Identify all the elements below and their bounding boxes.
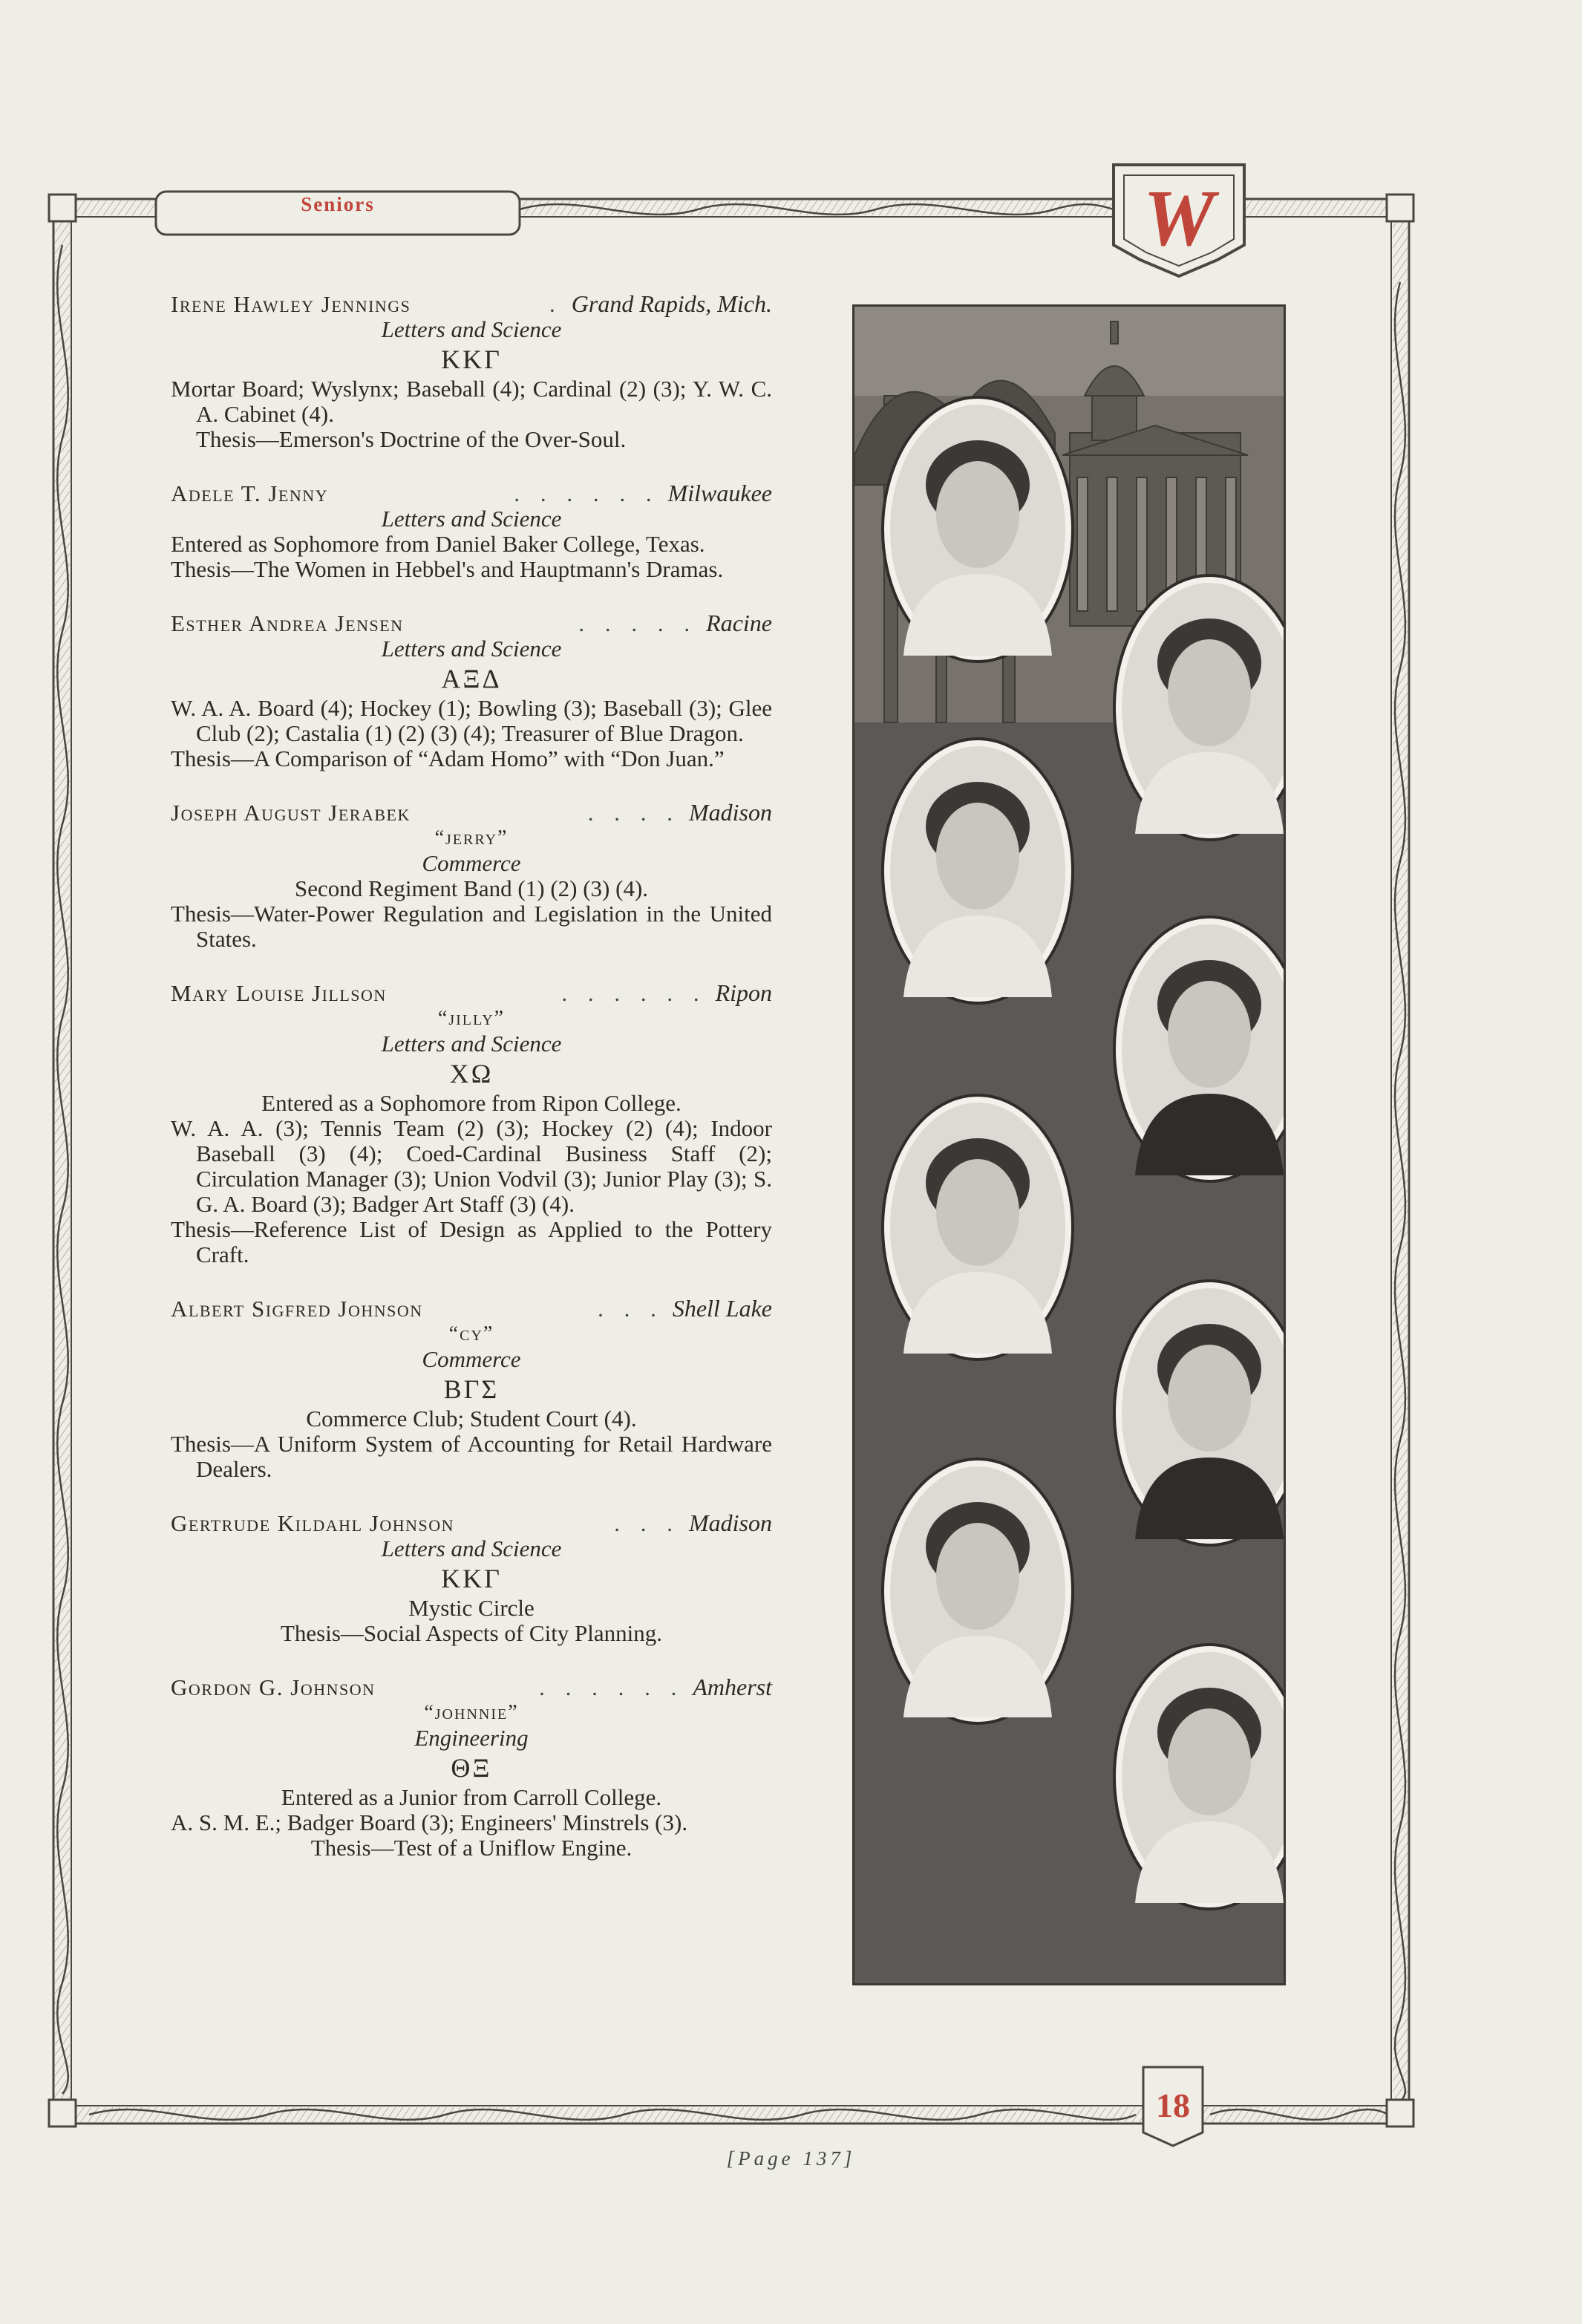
thesis-line: Thesis—Water-Power Regulation and Legislation in the United States.	[171, 901, 772, 952]
thesis-line: Thesis—A Uniform System of Accounting for Retail Hardware Dealers.	[171, 1431, 772, 1482]
activity-line: Entered as Sophomore from Daniel Baker College, Texas.	[171, 531, 705, 557]
activity-line: Second Regiment Band (1) (2) (3) (4).	[294, 875, 649, 901]
entry-heading	[171, 1296, 772, 1322]
college: Letters and Science	[381, 506, 562, 532]
thesis-line: Thesis—Emerson's Doctrine of the Over-Soul.	[196, 426, 627, 452]
senior-entry	[171, 480, 772, 582]
hometown: Racine	[706, 610, 772, 636]
portrait-photo	[883, 397, 1073, 662]
thesis-line: Thesis—Social Aspects of City Planning.	[280, 1620, 663, 1646]
leader-dots: . . . . . .	[514, 481, 659, 506]
student-name: Gordon G. Johnson	[171, 1674, 376, 1700]
senior-entry	[171, 800, 772, 952]
hometown: Ripon	[715, 979, 772, 1006]
page-number: [Page 137]	[726, 2147, 856, 2170]
entry-heading	[171, 980, 772, 1006]
leader-dots: . . . . .	[578, 611, 698, 636]
college: Letters and Science	[381, 636, 562, 662]
thesis-line: Thesis—Test of a Uniflow Engine.	[310, 1835, 633, 1861]
page-badge: 18	[1156, 2086, 1190, 2124]
student-name: Mary Louise Jillson	[171, 980, 387, 1006]
hometown: Shell Lake	[672, 1295, 772, 1322]
activity-line: Entered as a Junior from Carroll College.	[281, 1784, 662, 1810]
greek-letters: ΑΞΔ	[441, 664, 502, 693]
nickname: “jilly”	[437, 1007, 506, 1030]
college: Commerce	[422, 850, 521, 876]
greek-letters: ΚΚΓ	[441, 345, 502, 374]
leader-dots: . . . .	[587, 800, 680, 826]
college: Engineering	[414, 1725, 529, 1751]
activity-line: W. A. A. (3); Tennis Team (2) (3); Hockey (2) (4); Indoor Baseball (3) (4); Coed-Cardinal Business Staff (2); Circulation Manager (3); Union Vodvil (3); Junior Play (3); S. G. A. Board (3); Badger Art Staff (3) (4).	[171, 1115, 772, 1217]
portrait-photo	[883, 1459, 1073, 1723]
entry-heading	[171, 480, 772, 506]
thesis-line: Thesis—Reference List of Design as Applied to the Pottery Craft.	[171, 1216, 772, 1267]
senior-entry	[171, 1510, 772, 1646]
student-name: Adele T. Jenny	[171, 480, 329, 506]
portrait-photo	[883, 1095, 1073, 1360]
entry-heading	[171, 1674, 772, 1700]
entry-heading	[171, 610, 772, 636]
college: Letters and Science	[381, 1535, 562, 1561]
activity-line: A. S. M. E.; Badger Board (3); Engineers' Minstrels (3).	[171, 1809, 688, 1835]
photo-montage	[854, 307, 1286, 1985]
greek-letters: ΧΩ	[449, 1059, 494, 1088]
portrait-photo	[1114, 575, 1286, 840]
student-name: Gertrude Kildahl Johnson	[171, 1510, 454, 1536]
leader-dots: . . .	[614, 1511, 680, 1536]
activity-line: Mystic Circle	[408, 1595, 535, 1621]
hometown: Amherst	[693, 1674, 772, 1700]
entries-column	[171, 291, 772, 1889]
logo-letter: W	[1143, 180, 1215, 257]
leader-dots: . . . . . .	[561, 981, 707, 1006]
student-name: Joseph August Jerabek	[171, 800, 411, 826]
college: Letters and Science	[381, 1031, 562, 1057]
entry-heading	[171, 291, 772, 317]
student-name: Irene Hawley Jennings	[171, 291, 411, 317]
activity-line: Mortar Board; Wyslynx; Baseball (4); Cardinal (2) (3); Y. W. C. A. Cabinet (4).	[171, 376, 772, 427]
portrait-photo	[1114, 1645, 1286, 1909]
nickname: “johnnie”	[424, 1701, 519, 1724]
entry-heading	[171, 1510, 772, 1536]
greek-letters: ΘΞ	[451, 1753, 492, 1783]
hometown: Milwaukee	[667, 480, 772, 506]
leader-dots: . . .	[598, 1296, 664, 1322]
hometown: Grand Rapids, Mich.	[571, 290, 772, 317]
portrait-photo	[883, 739, 1073, 1003]
senior-entry	[171, 1296, 772, 1482]
photo-panel	[852, 304, 1286, 1985]
senior-entry	[171, 1674, 772, 1861]
student-name: Esther Andrea Jensen	[171, 610, 404, 636]
nickname: “cy”	[448, 1322, 494, 1345]
hometown: Madison	[689, 1509, 772, 1536]
w-logo-icon	[1134, 180, 1223, 257]
senior-entry	[171, 980, 772, 1267]
portrait-photo	[1114, 1281, 1286, 1545]
thesis-line: Thesis—A Comparison of “Adam Homo” with “Don Juan.”	[171, 745, 725, 771]
thesis-line: Thesis—The Women in Hebbel's and Hauptmann's Dramas.	[171, 556, 724, 582]
nickname: “jerry”	[434, 826, 509, 849]
senior-entry	[171, 291, 772, 452]
activity-line: Commerce Club; Student Court (4).	[306, 1406, 637, 1432]
college: Letters and Science	[381, 316, 562, 342]
student-name: Albert Sigfred Johnson	[171, 1296, 423, 1322]
leader-dots: . . . . . .	[539, 1675, 684, 1700]
greek-letters: ΚΚΓ	[441, 1564, 502, 1593]
greek-letters: ΒΓΣ	[443, 1374, 500, 1404]
entry-heading	[171, 800, 772, 826]
college: Commerce	[422, 1346, 521, 1372]
leader-dots: .	[549, 292, 563, 317]
senior-entry	[171, 610, 772, 771]
portrait-photo	[1114, 917, 1286, 1181]
activity-line: W. A. A. Board (4); Hockey (1); Bowling (3); Baseball (3); Glee Club (2); Castalia (1) (2) (3) (4); Treasurer of Blue Dragon.	[171, 695, 772, 746]
activity-line: Entered as a Sophomore from Ripon College.	[261, 1090, 681, 1116]
section-label: Seniors	[301, 192, 375, 215]
hometown: Madison	[689, 799, 772, 826]
